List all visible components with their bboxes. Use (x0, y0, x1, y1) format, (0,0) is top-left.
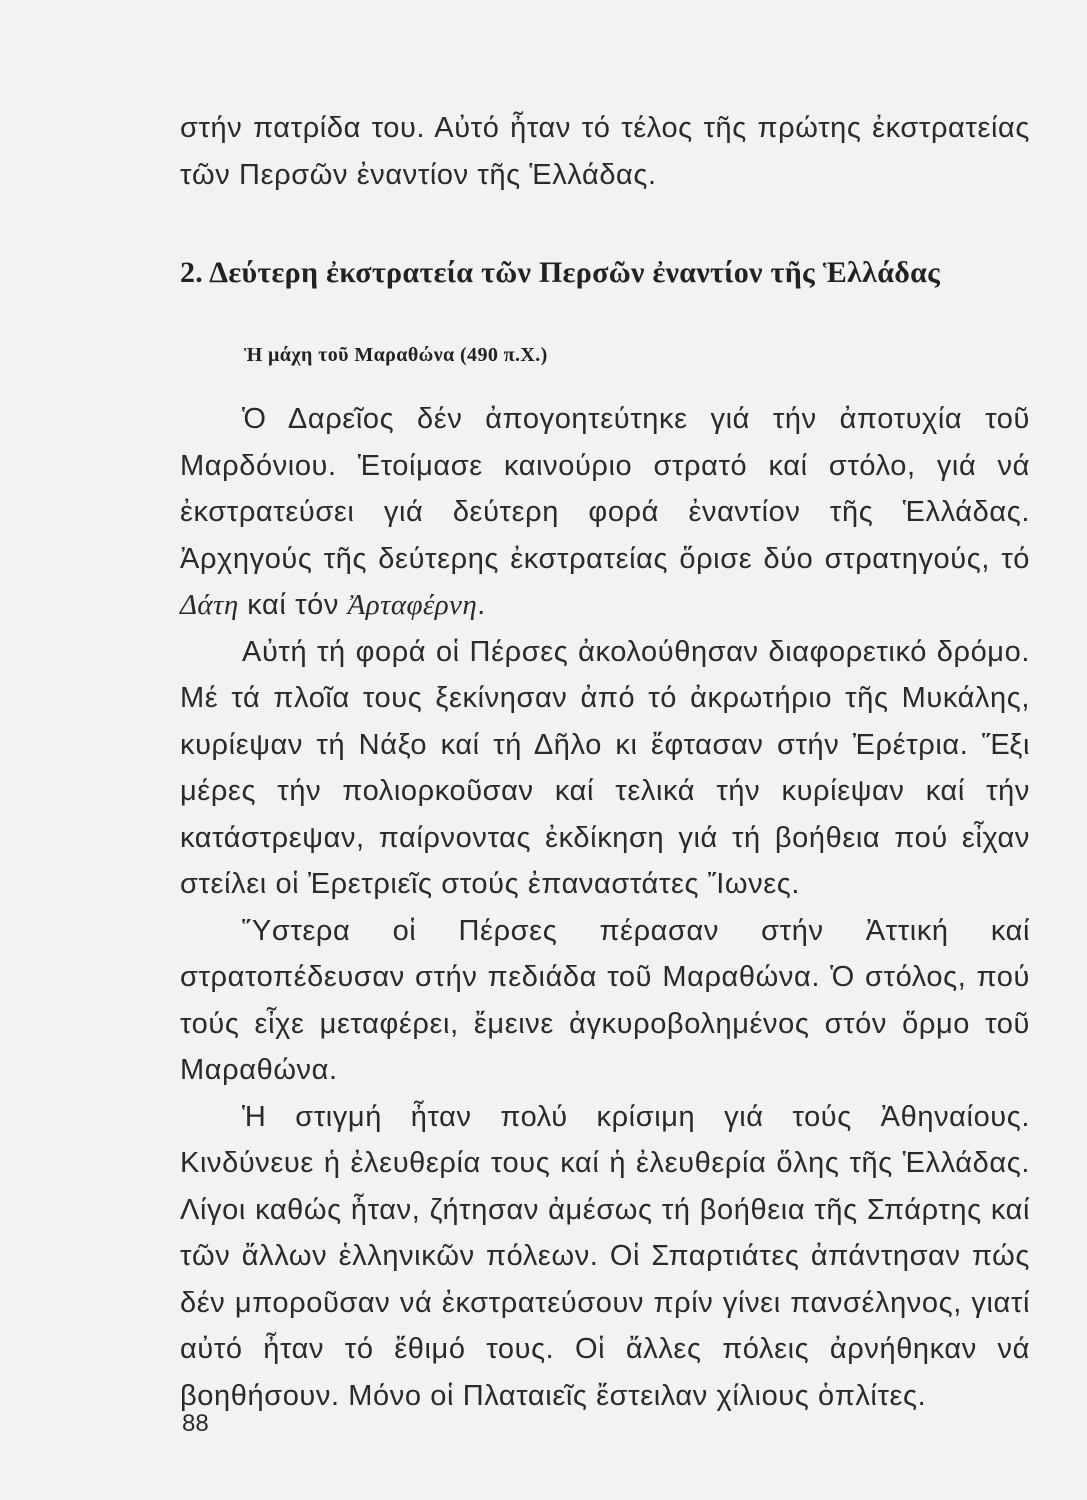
paragraph-1 (180, 396, 1030, 629)
body-text (180, 396, 1030, 1419)
section-subtitle: Ἡ μάχη τοῦ Μαραθώνα (490 π.Χ.) (244, 344, 548, 366)
paragraph-1-end: . (477, 589, 486, 621)
name-artafernis: Ἀρταφέρνη (347, 589, 478, 621)
paragraph-3: Ὕστερα οἱ Πέρσες πέρασαν στήν Ἀττική καί στρατοπέδευσαν στήν πεδιάδα τοῦ Μαραθώνα. Ὁ στόλος, πού τούς εἶχε μεταφέρει, ἔμεινε ἀγκυροβολημένος στόν ὅρμο τοῦ Μαραθώνα. (180, 914, 1030, 1086)
section-number: 2. (180, 256, 204, 289)
paragraph-1-connector: καί τόν (238, 589, 348, 621)
section-title: Δεύτερη ἐκστρατεία τῶν Περσῶν ἐναντίον τῆς Ἑλλάδας (209, 256, 941, 289)
section-heading (180, 250, 1030, 295)
name-dati: Δάτη (180, 589, 239, 621)
paragraph-4: Ἡ στιγμή ἦταν πολύ κρίσιμη γιά τούς Ἀθηναίους. Κινδύνευε ἡ ἐλευθερία τους καί ἡ ἐλευθερία ὅλης τῆς Ἑλλάδας. Λίγοι καθώς ἦταν, ζήτησαν ἀμέσως τή βοήθεια τῆς Σπάρτης καί τῶν ἄλλων ἑλληνικῶν πόλεων. Οἱ Σπαρτιάτες ἀπάντησαν πώς δέν μποροῦσαν νά ἐκστρατεύσουν πρίν γίνει πανσέληνος, γιατί αὐτό ἦταν τό ἔθιμό τους. Οἱ ἄλλες πόλεις ἀρνήθηκαν νά βοηθήσουν. Μόνο οἱ Πλαταιεῖς ἔστειλαν χίλιους ὁπλίτες. (180, 1100, 1030, 1412)
page-number: 88 (182, 1410, 209, 1437)
paragraph-2: Αὐτή τή φορά οἱ Πέρσες ἀκολούθησαν διαφορετικό δρόμο. Μέ τά πλοῖα τους ξεκίνησαν ἀπό τό ἀκρωτήριο τῆς Μυκάλης, κυρίεψαν τή Νάξο καί τή Δῆλο κι ἔφτασαν στήν Ἐρέτρια. Ἕξι μέρες τήν πολιορκοῦσαν καί τελικά τήν κυρίεψαν καί τήν κατάστρεψαν, παίρνοντας ἐκδίκηση γιά τή βοήθεια πού εἶχαν στείλει οἱ Ἐρετριεῖς στούς ἐπαναστάτες Ἴωνες. (180, 635, 1030, 900)
paragraph-1-text: Ὁ Δαρεῖος δέν ἀπογοητεύτηκε γιά τήν ἀποτυχία τοῦ Μαρδόνιου. Ἑτοίμασε καινούριο στρατό καί στόλο, γιά νά ἐκστρατεύσει γιά δεύτερη φορά ἐναντίον τῆς Ἑλλάδας. Ἀρχηγούς τῆς δεύτερης ἐκστρατείας ὅρισε δύο στρατηγούς, τό (180, 403, 1030, 575)
intro-paragraph: στήν πατρίδα του. Αὐτό ἦταν τό τέλος τῆς πρώτης ἐκστρατείας τῶν Περσῶν ἐναντίον τῆς Ἑλλάδας. (180, 112, 1030, 191)
intro-paragraph-block (180, 105, 1030, 198)
